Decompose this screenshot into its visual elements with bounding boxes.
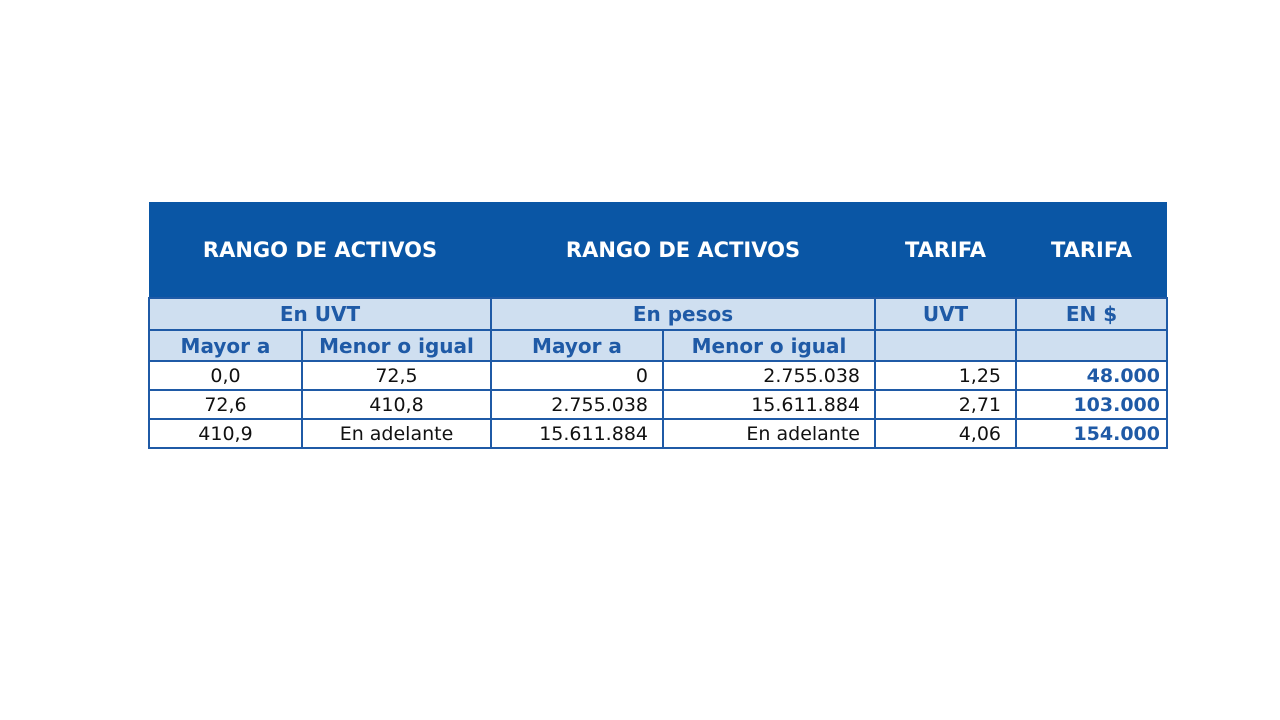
header-tarifa-pesos: TARIFA bbox=[1016, 202, 1167, 298]
table-row bbox=[149, 419, 1167, 448]
col-uvt-mayor: Mayor a bbox=[149, 330, 302, 361]
col-pesos-menor: Menor o igual bbox=[663, 330, 875, 361]
cell-pesos-mayor: 0 bbox=[491, 361, 663, 390]
cell-uvt-menor: 410,8 bbox=[302, 390, 491, 419]
subheader-row bbox=[149, 298, 1167, 330]
col-pesos-mayor: Mayor a bbox=[491, 330, 663, 361]
subheader-en-pesos: En pesos bbox=[491, 298, 875, 330]
subheader-uvt: UVT bbox=[875, 298, 1016, 330]
col-tarifa-pesos-empty bbox=[1016, 330, 1167, 361]
subheader-en-uvt: En UVT bbox=[149, 298, 491, 330]
cell-tarifa-uvt: 4,06 bbox=[875, 419, 1016, 448]
table-row bbox=[149, 390, 1167, 419]
cell-pesos-menor: 2.755.038 bbox=[663, 361, 875, 390]
header-row bbox=[149, 202, 1167, 298]
cell-pesos-menor: 15.611.884 bbox=[663, 390, 875, 419]
cell-uvt-menor: 72,5 bbox=[302, 361, 491, 390]
cell-uvt-menor: En adelante bbox=[302, 419, 491, 448]
cell-tarifa-uvt: 1,25 bbox=[875, 361, 1016, 390]
cell-uvt-mayor: 0,0 bbox=[149, 361, 302, 390]
cell-uvt-mayor: 410,9 bbox=[149, 419, 302, 448]
cell-pesos-mayor: 2.755.038 bbox=[491, 390, 663, 419]
tariff-table bbox=[148, 202, 1168, 449]
cell-pesos-mayor: 15.611.884 bbox=[491, 419, 663, 448]
header-rango-pesos: RANGO DE ACTIVOS bbox=[491, 202, 875, 298]
cell-tarifa-pesos: 154.000 bbox=[1016, 419, 1167, 448]
cell-tarifa-pesos: 103.000 bbox=[1016, 390, 1167, 419]
subheader-en-pesos-sign: EN $ bbox=[1016, 298, 1167, 330]
header-tarifa-uvt: TARIFA bbox=[875, 202, 1016, 298]
cell-tarifa-pesos: 48.000 bbox=[1016, 361, 1167, 390]
cell-pesos-menor: En adelante bbox=[663, 419, 875, 448]
table-row bbox=[149, 361, 1167, 390]
cell-tarifa-uvt: 2,71 bbox=[875, 390, 1016, 419]
cell-uvt-mayor: 72,6 bbox=[149, 390, 302, 419]
tariff-table-container bbox=[148, 202, 1166, 449]
header-rango-uvt: RANGO DE ACTIVOS bbox=[149, 202, 491, 298]
col-tarifa-uvt-empty bbox=[875, 330, 1016, 361]
col-uvt-menor: Menor o igual bbox=[302, 330, 491, 361]
column-label-row bbox=[149, 330, 1167, 361]
